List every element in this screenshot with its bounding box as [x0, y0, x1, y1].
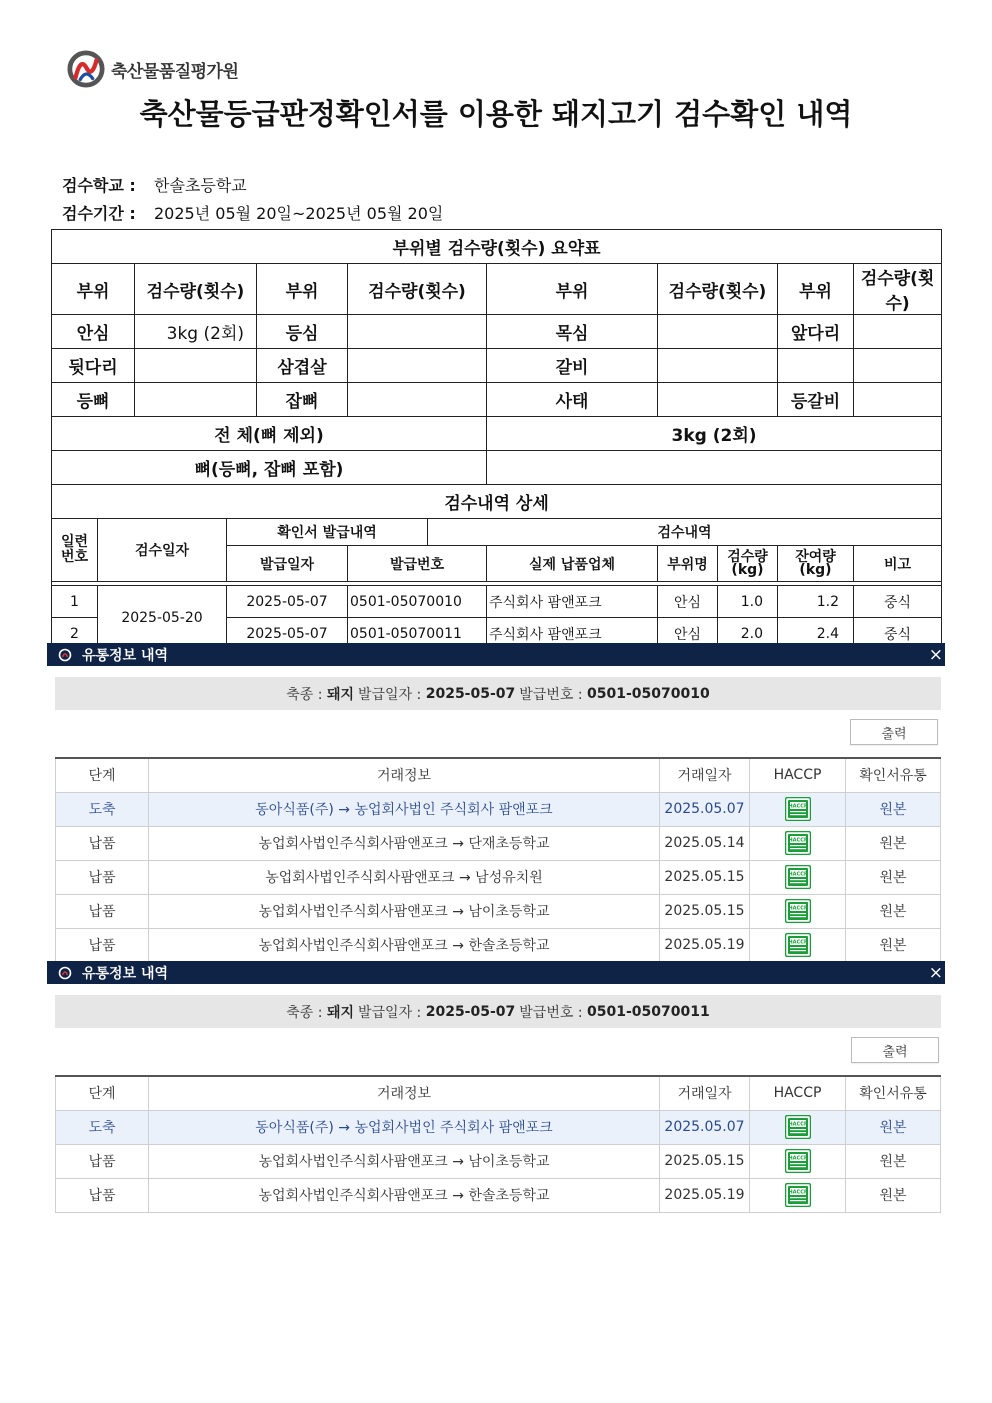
- issue-no-cell: 0501-05070010: [348, 586, 487, 618]
- trade-date-cell: 2025.05.14: [660, 826, 750, 860]
- part-cell: 목심: [487, 315, 658, 349]
- print-button[interactable]: 출력: [851, 1037, 939, 1063]
- part-cell: 갈비: [487, 349, 658, 383]
- species-value: 돼지: [326, 686, 354, 703]
- summary-row: [52, 315, 942, 349]
- info-circle-icon: [58, 966, 72, 980]
- period-label: 검수기간 :: [62, 204, 136, 223]
- close-icon[interactable]: ×: [928, 962, 943, 983]
- haccp-badge-icon: [785, 797, 811, 821]
- kape-logo-icon: [67, 50, 105, 88]
- cert-status-cell: 원본: [846, 894, 941, 928]
- detail-row: [52, 586, 942, 618]
- svg-text:HACCP: HACCP: [787, 837, 808, 844]
- issue-date-value: 2025-05-07: [425, 685, 516, 702]
- trade-info-cell: 동아식품(주) → 농업회사법인 주식회사 팜앤포크: [149, 1110, 660, 1144]
- trade-info-cell: 동아식품(주) → 농업회사법인 주식회사 팜앤포크: [149, 792, 660, 826]
- trade-info-cell: 농업회사법인주식회사팜앤포크 → 한솔초등학교: [149, 928, 660, 962]
- col-haccp: HACCP: [750, 1076, 846, 1110]
- haccp-badge-icon: [785, 831, 811, 855]
- stage-cell: 납품: [56, 928, 149, 962]
- summary-table: [51, 229, 942, 650]
- part-cell: 삼겹살: [257, 349, 348, 383]
- part-name-cell: 안심: [658, 586, 718, 618]
- stage-cell: 납품: [56, 1178, 149, 1212]
- trade-info-cell: 농업회사법인주식회사팜앤포크 → 단재초등학교: [149, 826, 660, 860]
- haccp-cell: [750, 860, 846, 894]
- issue-no-label: 발급번호 :: [519, 686, 583, 703]
- qty-cell: [658, 349, 778, 383]
- qty-cell: [658, 383, 778, 417]
- document-title: 축산물등급판정확인서를 이용한 돼지고기 검수확인 내역: [139, 97, 853, 131]
- stage-cell: 도축: [56, 792, 149, 826]
- school-label: 검수학교 :: [62, 176, 136, 195]
- col-haccp: HACCP: [750, 758, 846, 792]
- issue-date-cell: 2025-05-07: [227, 618, 348, 650]
- vendor-cell: 주식회사 팜앤포크: [487, 586, 658, 618]
- detail-title: 검수내역 상세: [52, 485, 942, 519]
- part-cell: 앞다리: [778, 315, 854, 349]
- col-trade-info: 거래정보: [149, 1076, 660, 1110]
- distribution-table-1: [55, 757, 941, 963]
- stage-cell: 납품: [56, 1144, 149, 1178]
- qty-cell: [348, 349, 487, 383]
- trade-date-cell: 2025.05.19: [660, 1178, 750, 1212]
- qty-cell: [658, 315, 778, 349]
- panel-title: 유통정보 내역: [82, 965, 169, 982]
- issue-date-value: 2025-05-07: [425, 1003, 516, 1020]
- part-cell: 등뼈: [52, 383, 135, 417]
- trade-info-cell: 농업회사법인주식회사팜앤포크 → 남이초등학교: [149, 894, 660, 928]
- header-qty: 검수량 (kg): [718, 546, 778, 582]
- svg-text:HACCP: HACCP: [787, 803, 808, 810]
- header-part: 부위명: [658, 546, 718, 582]
- issue-no-value: 0501-05070010: [587, 685, 710, 702]
- species-value: 돼지: [326, 1004, 354, 1021]
- org-name: 축산물품질평가원: [111, 61, 239, 82]
- print-button[interactable]: 출력: [850, 719, 938, 745]
- haccp-cell: [750, 1178, 846, 1212]
- haccp-badge-icon: [785, 1115, 811, 1139]
- header-issue-date: 발급일자: [227, 546, 348, 582]
- svg-text:HACCP: HACCP: [787, 1155, 808, 1162]
- period-value: 2025년 05월 20일~2025년 05월 20일: [154, 204, 444, 223]
- haccp-cell: [750, 1144, 846, 1178]
- svg-text:HACCP: HACCP: [787, 905, 808, 912]
- header-qty-2: 검수량(횟수): [348, 264, 487, 315]
- seq-cell: 2: [52, 618, 98, 650]
- haccp-cell: [750, 894, 846, 928]
- distribution-row: [56, 826, 941, 860]
- vendor-cell: 주식회사 팜앤포크: [487, 618, 658, 650]
- summary-row: [52, 349, 942, 383]
- haccp-cell: [750, 928, 846, 962]
- svg-text:HACCP: HACCP: [787, 1189, 808, 1196]
- qty-cell: 3kg (2회): [135, 315, 257, 349]
- meta-period: [62, 201, 443, 224]
- header-insp-group: 검수내역: [428, 519, 942, 546]
- note-cell: 중식: [854, 586, 942, 618]
- col-trade-date: 거래일자: [660, 1076, 750, 1110]
- qty-cell: [854, 383, 942, 417]
- qty-cell: [348, 315, 487, 349]
- header-part-2: 부위: [257, 264, 348, 315]
- issue-info-band-1: [55, 677, 941, 710]
- header-seq: 일련번호: [52, 519, 98, 582]
- org-logo: [67, 50, 238, 88]
- qty-cell: [854, 349, 942, 383]
- trade-info-cell: 농업회사법인주식회사팜앤포크 → 남이초등학교: [149, 1144, 660, 1178]
- trade-date-cell: 2025.05.07: [660, 1110, 750, 1144]
- cert-status-cell: 원본: [846, 1178, 941, 1212]
- trade-date-cell: 2025.05.15: [660, 1144, 750, 1178]
- bone-value: [487, 451, 942, 485]
- part-cell: 사태: [487, 383, 658, 417]
- qty-kg-cell: 2.0: [718, 618, 778, 650]
- distribution-panel-bar-1: [47, 643, 945, 666]
- col-trade-date: 거래일자: [660, 758, 750, 792]
- col-trade-info: 거래정보: [149, 758, 660, 792]
- header-part-1: 부위: [52, 264, 135, 315]
- issue-date-label: 발급일자 :: [358, 1004, 422, 1021]
- note-cell: 중식: [854, 618, 942, 650]
- svg-text:HACCP: HACCP: [787, 1121, 808, 1128]
- issue-date-label: 발급일자 :: [358, 686, 422, 703]
- trade-date-cell: 2025.05.15: [660, 894, 750, 928]
- distribution-row: [56, 1144, 941, 1178]
- remain-kg-cell: 1.2: [778, 586, 854, 618]
- trade-info-cell: 농업회사법인주식회사팜앤포크 → 한솔초등학교: [149, 1178, 660, 1212]
- header-qty-3: 검수량(횟수): [658, 264, 778, 315]
- issue-date-cell: 2025-05-07: [227, 586, 348, 618]
- part-cell: 뒷다리: [52, 349, 135, 383]
- haccp-badge-icon: [785, 865, 811, 889]
- qty-cell: [348, 383, 487, 417]
- trade-info-cell: 농업회사법인주식회사팜앤포크 → 남성유치원: [149, 860, 660, 894]
- close-icon[interactable]: ×: [928, 644, 943, 665]
- header-qty-1: 검수량(횟수): [135, 264, 257, 315]
- qty-cell: [854, 315, 942, 349]
- distribution-row: [56, 1178, 941, 1212]
- haccp-badge-icon: [785, 1149, 811, 1173]
- haccp-badge-icon: [785, 899, 811, 923]
- meta-school: [62, 173, 247, 196]
- col-cert-status: 확인서유통: [846, 758, 941, 792]
- insp-date-cell: 2025-05-20: [98, 586, 227, 650]
- distribution-row: [56, 792, 941, 826]
- qty-kg-cell: 1.0: [718, 586, 778, 618]
- bone-label: 뼈(등뼈, 잡뼈 포함): [52, 451, 487, 485]
- issue-no-label: 발급번호 :: [519, 1004, 583, 1021]
- svg-text:HACCP: HACCP: [787, 939, 808, 946]
- part-cell: [778, 349, 854, 383]
- col-cert-status: 확인서유통: [846, 1076, 941, 1110]
- col-stage: 단계: [56, 1076, 149, 1110]
- haccp-badge-icon: [785, 933, 811, 957]
- haccp-cell: [750, 826, 846, 860]
- header-note: 비고: [854, 546, 942, 582]
- cert-status-cell: 원본: [846, 826, 941, 860]
- panel-title: 유통정보 내역: [82, 647, 169, 664]
- stage-cell: 납품: [56, 860, 149, 894]
- total-value: 3kg (2회): [487, 417, 942, 451]
- stage-cell: 납품: [56, 826, 149, 860]
- header-insp-date: 검수일자: [98, 519, 227, 582]
- distribution-table-2: [55, 1075, 941, 1213]
- summary-title: 부위별 검수량(횟수) 요약표: [52, 230, 942, 264]
- total-label: 전 체(뼈 제외): [52, 417, 487, 451]
- distribution-panel-bar-2: [47, 961, 945, 984]
- issue-info-band-2: [55, 995, 941, 1028]
- header-issue-group: 확인서 발급내역: [227, 519, 428, 546]
- part-cell: 등심: [257, 315, 348, 349]
- trade-date-cell: 2025.05.07: [660, 792, 750, 826]
- haccp-cell: [750, 1110, 846, 1144]
- svg-text:HACCP: HACCP: [787, 871, 808, 878]
- stage-cell: 납품: [56, 894, 149, 928]
- header-qty-4: 검수량(횟수): [854, 264, 942, 315]
- cert-status-cell: 원본: [846, 928, 941, 962]
- distribution-row: [56, 894, 941, 928]
- remain-kg-cell: 2.4: [778, 618, 854, 650]
- cert-status-cell: 원본: [846, 860, 941, 894]
- header-issue-no: 발급번호: [348, 546, 487, 582]
- issue-no-cell: 0501-05070011: [348, 618, 487, 650]
- stage-cell: 도축: [56, 1110, 149, 1144]
- trade-date-cell: 2025.05.15: [660, 860, 750, 894]
- qty-cell: [135, 349, 257, 383]
- seq-cell: 1: [52, 586, 98, 618]
- part-name-cell: 안심: [658, 618, 718, 650]
- header-part-3: 부위: [487, 264, 658, 315]
- cert-status-cell: 원본: [846, 1110, 941, 1144]
- cert-status-cell: 원본: [846, 1144, 941, 1178]
- part-cell: 잡뼈: [257, 383, 348, 417]
- header-vendor: 실제 납품업체: [487, 546, 658, 582]
- distribution-row: [56, 1110, 941, 1144]
- trade-date-cell: 2025.05.19: [660, 928, 750, 962]
- issue-no-value: 0501-05070011: [587, 1003, 710, 1020]
- distribution-row: [56, 928, 941, 962]
- school-value: 한솔초등학교: [154, 176, 247, 195]
- summary-row: [52, 383, 942, 417]
- species-label: 축종 :: [286, 1004, 323, 1021]
- haccp-badge-icon: [785, 1183, 811, 1207]
- part-cell: 안심: [52, 315, 135, 349]
- qty-cell: [135, 383, 257, 417]
- haccp-cell: [750, 792, 846, 826]
- part-cell: 등갈비: [778, 383, 854, 417]
- species-label: 축종 :: [286, 686, 323, 703]
- distribution-row: [56, 860, 941, 894]
- header-part-4: 부위: [778, 264, 854, 315]
- cert-status-cell: 원본: [846, 792, 941, 826]
- info-circle-icon: [58, 648, 72, 662]
- header-remain: 잔여량 (kg): [778, 546, 854, 582]
- col-stage: 단계: [56, 758, 149, 792]
